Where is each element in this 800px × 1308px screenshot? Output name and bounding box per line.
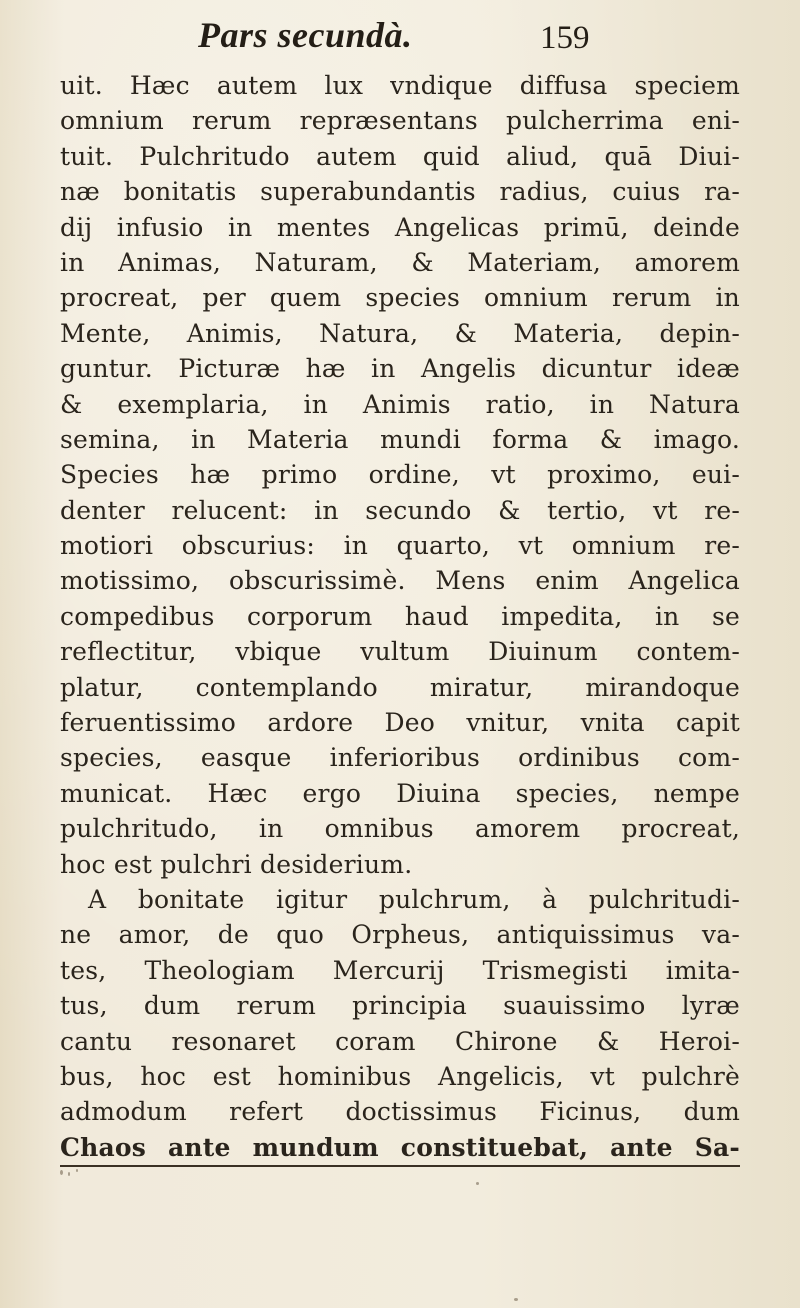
text-line: reflectitur, vbique vultum Diuinum contem- — [60, 637, 740, 667]
page-stain — [60, 1168, 100, 1182]
text-line: & exemplaria, in Animis ratio, in Natura — [60, 389, 740, 419]
paragraph-start-line: A bonitate igitur pulchrum, à pulchritudi- — [88, 884, 740, 914]
paragraph-end-line: hoc est pulchri desiderium. — [60, 849, 413, 879]
text-line: cantu resonaret coram Chirone & Heroi- — [60, 1026, 740, 1056]
text-line: pulchritudo, in omnibus amorem procreat, — [60, 814, 740, 844]
text-line: bus, hoc est hominibus Angelicis, vt pulchrè — [60, 1061, 740, 1091]
text-line: platur, contemplando miratur, mirandoque — [60, 672, 740, 702]
paper-speck — [476, 1182, 479, 1185]
text-line: motissimo, obscurissimè. Mens enim Angelica — [60, 566, 740, 596]
text-line: ne amor, de quo Orpheus, antiquissimus va- — [60, 920, 740, 950]
running-head: Pars secundà. — [198, 15, 413, 55]
text-line: compedibus corporum haud impedita, in se — [60, 601, 740, 631]
body-text — [60, 68, 740, 1167]
text-line: tes, Theologiam Mercurij Trismegisti imita- — [60, 955, 740, 985]
text-line: feruentissimo ardore Deo vnitur, vnita capit — [60, 708, 740, 738]
text-line: tus, dum rerum principia suauissimo lyræ — [60, 991, 740, 1021]
text-line: semina, in Materia mundi forma & imago. — [60, 424, 740, 454]
text-line: guntur. Picturæ hæ in Angelis dicuntur ideæ — [60, 354, 740, 384]
text-line: Mente, Animis, Natura, & Materia, depin- — [60, 318, 740, 348]
text-line: motiori obscurius: in quarto, vt omnium re- — [60, 531, 740, 561]
text-line: denter relucent: in secundo & tertio, vt re- — [60, 495, 740, 525]
text-line: næ bonitatis superabundantis radius, cuius ra- — [60, 177, 740, 207]
text-line: in Animas, Naturam, & Materiam, amorem — [60, 247, 740, 277]
text-line: tuit. Pulchritudo autem quid aliud, quā Diui- — [60, 141, 740, 171]
text-line: municat. Hæc ergo Diuina species, nempe — [60, 778, 740, 808]
page-number: 159 — [540, 20, 590, 56]
page-header — [0, 14, 800, 64]
text-line: omnium rerum repræsentans pulcherrima eni- — [60, 106, 740, 136]
catchline: Chaos ante mundum constituebat, ante Sa- — [60, 1130, 740, 1167]
text-line: dij infusio in mentes Angelicas primū, deinde — [60, 212, 740, 242]
text-line: uit. Hæc autem lux vndique diffusa speciem — [60, 71, 740, 100]
text-line: procreat, per quem species omnium rerum in — [60, 283, 740, 313]
text-line: admodum refert doctissimus Ficinus, dum — [60, 1097, 740, 1127]
text-line: Species hæ primo ordine, vt proximo, eui- — [60, 460, 740, 490]
text-line: species, easque inferioribus ordinibus com- — [60, 743, 740, 773]
paper-speck — [514, 1298, 518, 1301]
